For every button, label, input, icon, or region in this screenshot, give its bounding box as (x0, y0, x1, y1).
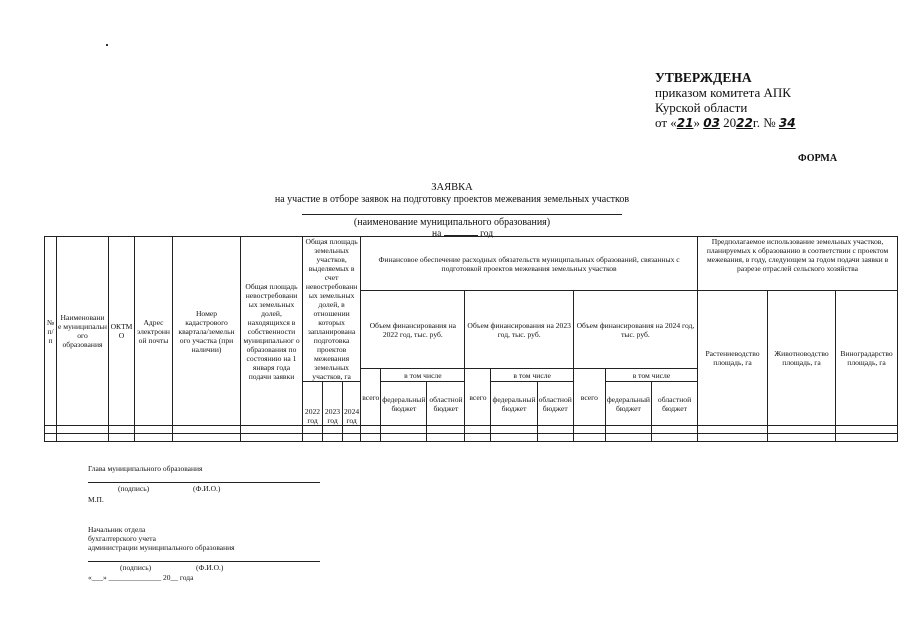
application-table (44, 236, 898, 442)
including-2023: в том числе (491, 369, 573, 382)
including-2024: в том числе (605, 369, 697, 382)
federal-2023: федеральный бюджет (491, 382, 537, 426)
usage-vine: Виноградарство площадь, га (836, 291, 898, 426)
stamp-place: М.П. (88, 495, 104, 504)
fin-2023: Объем финансирования на 2023 год, тыс. руб. (465, 291, 573, 369)
table-row (45, 426, 898, 434)
approval-line2: Курской области (655, 100, 748, 115)
approval-date: от «21» 03 2022г. № 34 (655, 115, 796, 130)
accounting-date: «___» ______________ 20__ года (88, 573, 194, 582)
federal-2022: федеральный бюджет (381, 382, 427, 426)
approval-line1: приказом комитета АПК (655, 85, 791, 100)
regional-2023: областной бюджет (537, 382, 573, 426)
municipality-caption: (наименование муниципального образования) (353, 217, 551, 228)
year-2023: 2023 год (323, 382, 343, 426)
document-title: ЗАЯВКА (431, 182, 473, 193)
col-oktmo: ОКТМ О (109, 237, 135, 426)
accounting-line2: бухгалтерского учета (88, 534, 157, 543)
col-email: Адрес электронн ой почты (135, 237, 173, 426)
head-sign-caption: (подпись) (118, 484, 150, 493)
col-financing: Финансовое обеспечение расходных обязательств муниципальных образований, связанных с подготовкой проектов межевания земельных участков (361, 237, 698, 291)
fin-2024: Объем финансирования на 2024 год, тыс. руб. (573, 291, 697, 369)
usage-crop: Растениеводство площадь, га (698, 291, 768, 426)
handwritten-day: 21 (676, 116, 694, 130)
accounting-fio-caption: (Ф.И.О.) (196, 563, 224, 572)
form-label: ФОРМА (798, 153, 838, 164)
col-cadastral: Номер кадастрового квартала/земельн ого участка (при наличии) (173, 237, 241, 426)
usage-livestock: Животноводство площадь, га (768, 291, 836, 426)
head-title: Глава муниципального образования (88, 464, 203, 473)
accounting-line1: Начальник отдела (88, 525, 146, 534)
handwritten-year: 22 (736, 116, 753, 130)
head-sign-line (88, 482, 320, 483)
col-total-area: Общая площадь невостребовани ых земельных долей, находящихся в собственности муниципальног о образования по состоянию на 1 января года подачи заявки (241, 237, 303, 426)
table-row (45, 434, 898, 442)
fin-2022: Объем финансирования на 2022 год, тыс. руб. (361, 291, 465, 369)
col-num: № п/п (45, 237, 57, 426)
approval-title: УТВЕРЖДЕНА (655, 70, 752, 85)
year-2024: 2024 год (343, 382, 361, 426)
approval-block (655, 70, 796, 131)
federal-2024: федеральный бюджет (605, 382, 651, 426)
col-usage: Предполагаемое использование земельных участков, планируемых к образованию в соответствии с проектом межевания, в году, следующем за годом подачи заявки в разрезе отраслей сельского хозяйства (698, 237, 898, 291)
total-2024: всего (573, 369, 605, 426)
year-line: на год (432, 229, 494, 239)
col-selected-area: Общая площадь земельных участков, выделяемых в счет невостребованн ых земельных долей, в отношении которых запланирована подготовка проектов межевания земельных участков, га (303, 237, 361, 382)
col-name: Наименовани е муниципальн ого образования (57, 237, 109, 426)
total-2022: всего (361, 369, 381, 426)
total-2023: всего (465, 369, 491, 426)
accounting-sign-line (88, 561, 320, 562)
year-2022: 2022 год (303, 382, 323, 426)
document-subtitle: на участие в отборе заявок на подготовку проектов межевания земельных участков (274, 194, 630, 205)
handwritten-number: 34 (778, 116, 796, 130)
handwritten-month: 03 (703, 116, 720, 130)
municipality-line (302, 214, 622, 215)
including-2022: в том числе (381, 369, 465, 382)
head-fio-caption: (Ф.И.О.) (193, 484, 221, 493)
scan-dot (106, 44, 108, 46)
regional-2022: областной бюджет (427, 382, 465, 426)
accounting-line3: администрации муниципального образования (88, 543, 235, 552)
accounting-sign-caption: (подпись) (120, 563, 152, 572)
regional-2024: областной бюджет (652, 382, 698, 426)
